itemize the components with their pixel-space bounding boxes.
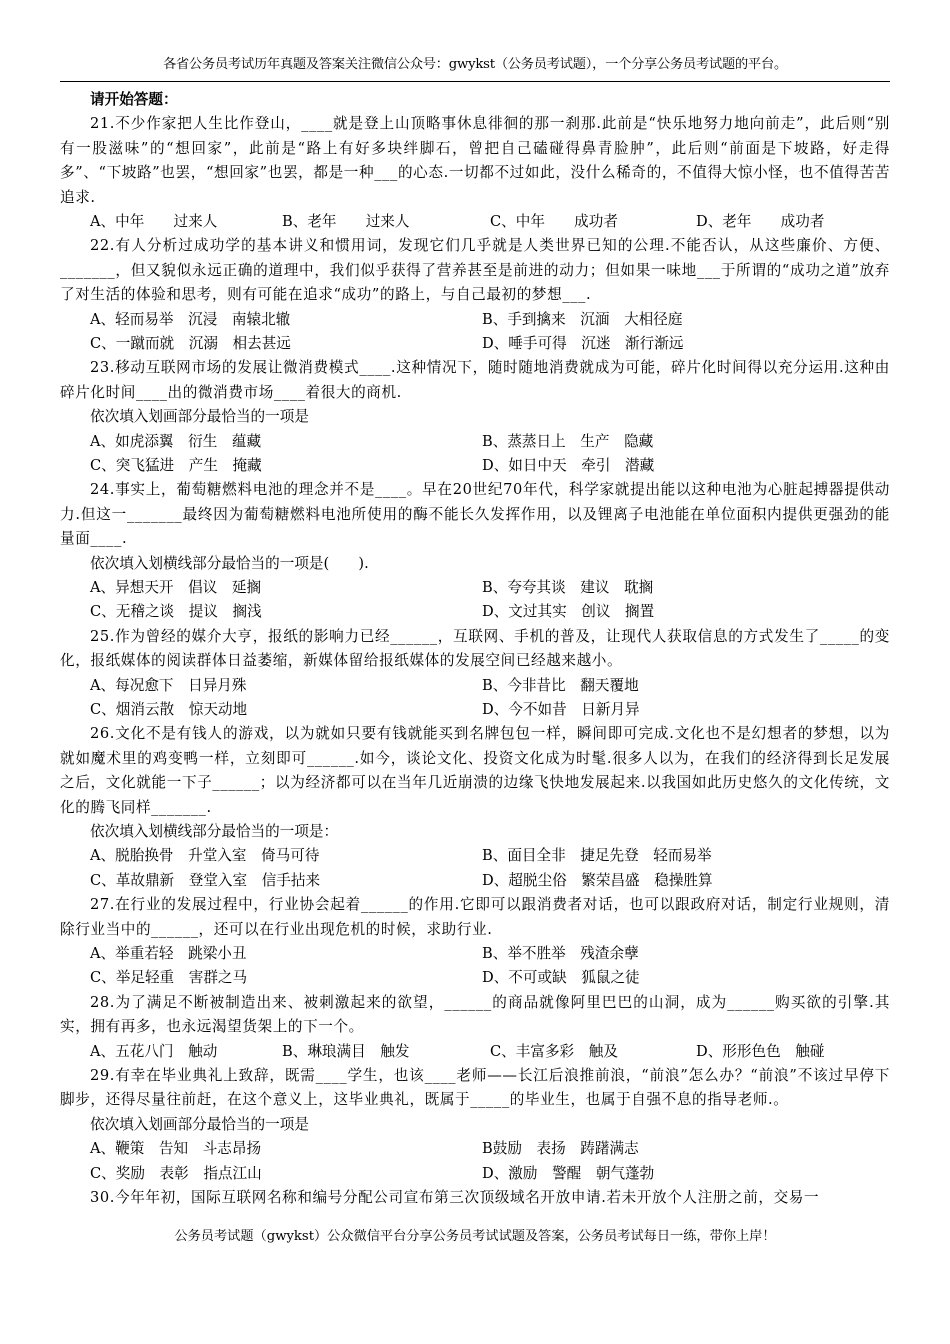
- option-a: A、脱胎换骨 升堂入室 倚马可待: [90, 847, 320, 865]
- question-22: [60, 234, 890, 356]
- question-26: [60, 722, 890, 893]
- options-row: [60, 1040, 890, 1064]
- header-divider: [60, 81, 890, 82]
- start-label: 请开始答题：: [90, 91, 178, 108]
- page-header: 各省公务员考试历年真题及答案关注微信公众号：gwykst（公务员考试题），一个分享公务员考试题的平台。: [163, 57, 787, 72]
- question-text: 30.今年年初，国际互联网名称和编号分配公司宣布第三次顶级域名开放申请.若未开放个人注册之前，交易一: [90, 1189, 820, 1207]
- option-c: C、突飞猛进 产生 掩藏: [90, 457, 262, 475]
- question-content: [60, 88, 890, 1210]
- option-a: A、轻而易举 沉浸 南辕北辙: [90, 310, 291, 328]
- option-a: A、如虎添翼 衍生 蕴藏: [90, 432, 262, 450]
- option-c: C、举足轻重 害群之马: [90, 969, 248, 987]
- options-row: [60, 454, 890, 478]
- question-prompt: 依次填入划横线部分最恰当的一项是：: [90, 823, 339, 841]
- option-d: D、激励 警醒 朝气蓬勃: [482, 1164, 655, 1182]
- option-d: D、不可或缺 狐鼠之徒: [482, 969, 640, 987]
- question-25: [60, 625, 890, 723]
- options-row: [60, 966, 890, 990]
- question-text: 25.作为曾经的媒介大亨，报纸的影响力已经______，互联网、手机的普及，让现代人获取信息的方式发生了_____的变化，报纸媒体的阅读群体日益萎缩，新媒体留给报纸媒体的发展空间已经越来越小。: [60, 627, 890, 670]
- option-d: D、文过其实 创议 搁置: [482, 603, 655, 621]
- question-28: [60, 991, 890, 1064]
- question-text: 23.移动互联网市场的发展让微消费模式____.这种情况下，随时随地消费就成为可能，碎片化时间得以充分运用.这种由碎片化时间____出的微消费市场____着很大的商机.: [60, 359, 890, 401]
- option-d: D、老年 成功者: [696, 213, 825, 231]
- option-b: B、琳琅满目 触发: [282, 1042, 410, 1060]
- options-row: [60, 576, 890, 600]
- question-text: 24.事实上，葡萄糖燃料电池的理念并不是____。早在20世纪70年代，科学家就提出能以这种电池为心脏起搏器提供动力.但这一_______最终因为葡萄糖燃料电池所使用的酶不能长久发挥作用，以及锂离子电池能在单位面积内提供更强劲的能量面____.: [60, 481, 890, 548]
- option-b: B、举不胜举 残渣余孽: [482, 945, 639, 963]
- question-text: 26.文化不是有钱人的游戏，以为就如只要有钱就能买到名牌包包一样，瞬间即可完成.文化也不是幻想者的梦想，以为就如魔术里的鸡变鸭一样，立刻即可______.如今，谈论文化、投资文化成为时髦.很多人以为，在我们的经济得到长足发展之后，文化就能一下子______；以为经济都可以在当年几近崩溃的边缘飞快地发展起来.以我国如此历史悠久的文化传统，文化的腾飞同样_______.: [60, 725, 890, 816]
- options-row: [60, 698, 890, 722]
- question-text: 27.在行业的发展过程中，行业协会起着______的作用.它即可以跟消费者对话，也可以跟政府对话，制定行业规则，清除行业当中的______，还可以在行业出现危机的时候，求助行业.: [60, 896, 890, 938]
- question-24: [60, 478, 890, 624]
- option-c: C、一蹴而就 沉溺 相去甚远: [90, 335, 291, 353]
- option-b: B、老年 过来人: [282, 213, 410, 231]
- question-text: 28.为了满足不断被制造出来、被刺激起来的欲望，______的商品就像阿里巴巴的山洞，成为______购买欲的引擎.其实，拥有再多，也永远渴望货架上的下一个。: [60, 993, 890, 1036]
- option-b: B、面目全非 捷足先登 轻而易举: [482, 847, 712, 865]
- option-d: D、形形色色 触碰: [696, 1042, 825, 1060]
- options-row: [60, 430, 890, 454]
- option-c: C、奖励 表彰 指点江山: [90, 1164, 262, 1182]
- question-text: 22.有人分析过成功学的基本讲义和惯用词，发现它们几乎就是人类世界已知的公理.不能否认，从这些廉价、方便、_______，但又貌似永远正确的道理中，我们似乎获得了营养甚至是前进的动力；但如果一味地___于所谓的“成功之道”放弃了对生活的体验和思考，则有可能在追求“成功”的路上，与自己最初的梦想___.: [60, 237, 890, 304]
- option-c: C、烟消云散 惊天动地: [90, 701, 248, 719]
- question-27: [60, 893, 890, 991]
- options-row: [60, 1162, 890, 1186]
- option-a: A、鞭策 告知 斗志昂扬: [90, 1140, 262, 1158]
- page-footer: 公务员考试题（gwykst）公众微信平台分享公务员考试试题及答案，公务员考试每日一练，带你上岸！: [174, 1229, 776, 1244]
- option-c: C、丰富多彩 触及: [490, 1042, 618, 1060]
- option-a: A、五花八门 触动: [90, 1042, 218, 1060]
- option-b: B、夸夸其谈 建议 耽搁: [482, 579, 654, 597]
- options-row: [60, 1137, 890, 1161]
- option-d: D、唾手可得 沉迷 渐行渐远: [482, 335, 684, 353]
- question-prompt: 依次填入划画部分最恰当的一项是: [90, 408, 309, 426]
- options-row: [60, 308, 890, 332]
- option-a: A、异想天开 倡议 延搁: [90, 579, 262, 597]
- option-a: A、每况愈下 日异月殊: [90, 676, 247, 694]
- question-21: [60, 112, 890, 234]
- option-b: B、蒸蒸日上 生产 隐藏: [482, 432, 654, 450]
- options-row: [60, 844, 890, 868]
- option-a: A、举重若轻 跳梁小丑: [90, 945, 247, 963]
- options-row: [60, 674, 890, 698]
- question-23: [60, 356, 890, 478]
- option-c: C、中年 成功者: [490, 213, 618, 231]
- option-c: C、革故鼎新 登堂入室 信手拈来: [90, 871, 321, 889]
- option-c: C、无稽之谈 提议 搁浅: [90, 603, 262, 621]
- options-row: [60, 942, 890, 966]
- options-row: [60, 600, 890, 624]
- question-text: 21.不少作家把人生比作登山，____就是登上山顶略事休息徘徊的那一刹那.此前是“快乐地努力地向前走”，此后则“别有一股滋味”的“想回家”，此前是“路上有好多块绊脚石，曾把自己磕碰得鼻青脸肿”，此后则“前面是下坡路，好走得多”、“下坡路”也罢，“想回家”也罢，都是一种___的心态.一切都不过如此，没什么稀奇的，不值得大惊小怪，也不值得苦苦追求.: [60, 115, 890, 206]
- question-30: [60, 1186, 890, 1210]
- option-b: B鼓励 表扬 踌躇满志: [482, 1140, 639, 1158]
- option-a: A、中年 过来人: [90, 213, 218, 231]
- options-row: [60, 869, 890, 893]
- option-d: D、今不如昔 日新月异: [482, 701, 640, 719]
- question-text: 29.有幸在毕业典礼上致辞，既需____学生，也该____老师——长江后浪推前浪，“前浪”怎么办？“前浪”不该过早停下脚步，还得尽量往前赶，在这个意义上，这毕业典礼，既属于_____的毕业生，也属于自强不息的指导老师.。: [60, 1067, 890, 1109]
- option-d: D、超脱尘俗 繁荣昌盛 稳操胜算: [482, 871, 713, 889]
- option-b: B、手到擒来 沉湎 大相径庭: [482, 310, 683, 328]
- options-row: [60, 332, 890, 356]
- option-b: B、今非昔比 翻天覆地: [482, 676, 639, 694]
- option-d: D、如日中天 牵引 潜藏: [482, 457, 655, 475]
- question-prompt: 依次填入划横线部分最恰当的一项是( ).: [90, 554, 369, 572]
- question-prompt: 依次填入划画部分最恰当的一项是: [90, 1115, 309, 1133]
- question-29: [60, 1064, 890, 1186]
- options-row: [60, 210, 890, 234]
